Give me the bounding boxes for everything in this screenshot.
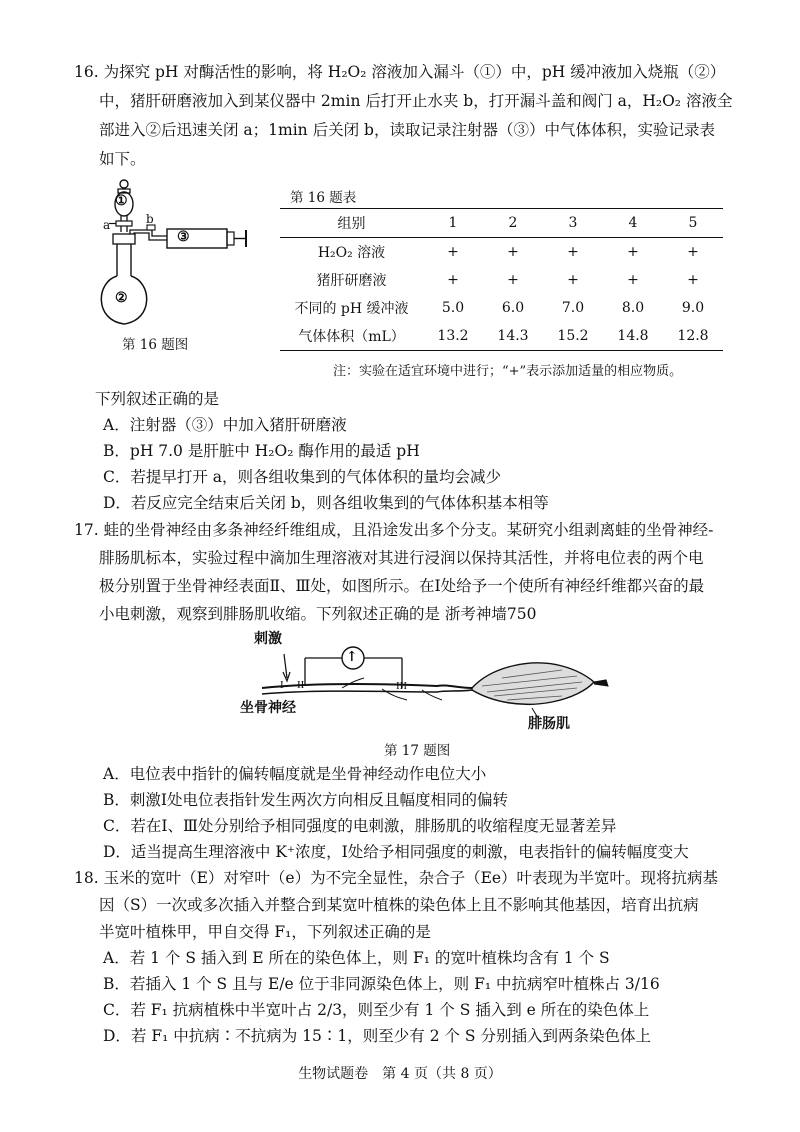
table-cell: +: [627, 272, 639, 288]
q18-option-c: C．若 F₁ 抗病植株中半宽叶占 2/3，则至少有 1 个 S 插入到 e 所在的染色体上: [103, 1001, 650, 1019]
table-header-cell: 2: [483, 209, 543, 238]
q17-stem-line: 极分别置于坐骨神经表面Ⅱ、Ⅲ处，如图所示。在Ⅰ处给予一个使所有神经纤维都兴奋的最: [99, 577, 705, 595]
table-row: [280, 238, 723, 267]
table-cell: +: [447, 272, 459, 288]
page-footer: 生物试题卷 第 4 页（共 8 页）: [298, 1066, 502, 1082]
valve-a-label: a: [103, 218, 111, 232]
table-cell: 5.0: [441, 300, 465, 316]
table-cell: 14.8: [603, 322, 663, 351]
table-cell: +: [507, 244, 519, 260]
site-ii-label: II: [297, 679, 305, 691]
table-cell: 8.0: [621, 300, 645, 316]
q18-stem-line: 18. 玉米的宽叶（E）对窄叶（e）为不完全显性，杂合子（Ee）叶表现为半宽叶。现将抗病基: [74, 869, 719, 887]
q18-option-d: D．若 F₁ 中抗病∶不抗病为 15∶1，则至少有 2 个 S 分别插入到两条染色体上: [103, 1027, 651, 1045]
table-cell: 7.0: [561, 300, 585, 316]
table-row: [280, 294, 723, 322]
q18-option-a: A．若 1 个 S 插入到 E 所在的染色体上，则 F₁ 的宽叶植株均含有 1 个 S: [103, 949, 610, 967]
table-cell: +: [447, 244, 459, 260]
table-cell: 13.2: [423, 322, 483, 351]
q16-table-caption: 第 16 题表: [290, 190, 357, 206]
table-header-cell: 4: [603, 209, 663, 238]
q16-stem-line: 部进入②后迅速关闭 a；1min 后关闭 b，读取记录注射器（③）中气体体积，实验记录表: [99, 121, 715, 139]
table-cell: 不同的 pH 缓冲液: [294, 301, 409, 317]
table-cell: +: [507, 272, 519, 288]
q16-option-c: C．若提早打开 a，则各组收集到的气体体积的量均会减少: [103, 468, 502, 486]
table-header-cell: 组别: [280, 209, 423, 238]
table-cell: +: [687, 244, 699, 260]
q17-option-b: B．刺激Ⅰ处电位表指针发生两次方向相反且幅度相同的偏转: [103, 791, 509, 809]
table-cell: +: [687, 272, 699, 288]
table-header-row: [280, 209, 723, 238]
q18-stem-line: 因（S）一次或多次插入并整合到某宽叶植株的染色体上且不影响其他基因，培育出抗病: [99, 896, 699, 914]
table-cell: +: [627, 244, 639, 260]
table-cell: 12.8: [663, 322, 723, 351]
flask-label: ②: [115, 290, 128, 306]
q16-data-table: [280, 208, 723, 351]
table-cell: 猪肝研磨液: [316, 273, 387, 289]
q18-option-b: B．若插入 1 个 S 且与 E/e 位于非同源染色体上，则 F₁ 中抗病窄叶植株占 3/16: [103, 975, 660, 993]
q17-stem-line: 小电刺激，观察到腓肠肌收缩。下列叙述正确的是 浙考神墙750: [99, 605, 537, 623]
table-cell: 14.3: [483, 322, 543, 351]
q16-table-note: 注：实验在适宜环境中进行；“+”表示添加适量的相应物质。: [333, 364, 683, 379]
q16-option-d: D．若反应完全结束后关闭 b，则各组收集到的气体体积基本相等: [103, 494, 549, 512]
q17-stem-line: 腓肠肌标本，实验过程中滴加生理溶液对其进行浸润以保持其活性，并将电位表的两个电: [99, 549, 704, 567]
q16-stem-line: 如下。: [99, 150, 146, 168]
table-header-cell: 5: [663, 209, 723, 238]
q17-option-d: D．适当提高生理溶液中 K⁺浓度，Ⅰ处给予相同强度的刺激，电表指针的偏转幅度变大: [103, 843, 689, 861]
table-cell: 15.2: [543, 322, 603, 351]
table-row: [280, 266, 723, 294]
table-cell: 6.0: [501, 300, 525, 316]
q16-option-b: B．pH 7.0 是肝脏中 H₂O₂ 酶作用的最适 pH: [103, 442, 420, 460]
table-cell: +: [567, 244, 579, 260]
q16-prompt: 下列叙述正确的是: [95, 390, 220, 408]
table-header-cell: 1: [423, 209, 483, 238]
q17-stem-line: 17. 蛙的坐骨神经由多条神经纤维组成，且沿途发出多个分支。某研究小组剥离蛙的坐骨神经-: [74, 521, 714, 539]
clamp-b-label: b: [146, 212, 154, 226]
table-cell: +: [567, 272, 579, 288]
stimulus-label: 刺激: [254, 631, 282, 647]
q16-figure-caption: 第 16 题图: [122, 337, 189, 353]
funnel-label: ①: [115, 193, 128, 209]
q17-figure-caption: 第 17 题图: [384, 743, 451, 759]
syringe-label: ③: [177, 229, 190, 245]
q16-option-a: A．注射器（③）中加入猪肝研磨液: [103, 416, 347, 434]
table-header-cell: 3: [543, 209, 603, 238]
table-cell: H₂O₂ 溶液: [317, 245, 386, 261]
q16-stem-line: 中，猪肝研磨液加入到某仪器中 2min 后打开止水夹 b，打开漏斗盖和阀门 a，H₂O₂ 溶液全: [99, 92, 733, 110]
q17-option-c: C．若在Ⅰ、Ⅲ处分别给予相同强度的电刺激，腓肠肌的收缩程度无显著差异: [103, 817, 617, 835]
table-row: [280, 322, 723, 351]
q16-stem-line: 16. 为探究 pH 对酶活性的影响，将 H₂O₂ 溶液加入漏斗（①）中，pH 缓冲液加入烧瓶（②）: [74, 63, 726, 81]
q18-stem-line: 半宽叶植株甲，甲自交得 F₁，下列叙述正确的是: [99, 923, 431, 941]
site-iii-label: III: [396, 680, 407, 692]
gastrocnemius-label: 腓肠肌: [528, 716, 570, 732]
table-cell: 9.0: [681, 300, 705, 316]
q17-option-a: A．电位表中指针的偏转幅度就是坐骨神经动作电位大小: [103, 765, 487, 783]
table-cell: 气体体积（mL）: [280, 322, 423, 351]
voltmeter-needle-icon: ↑: [346, 649, 358, 665]
sciatic-nerve-label: 坐骨神经: [240, 700, 296, 716]
site-i-label: I: [280, 679, 284, 691]
